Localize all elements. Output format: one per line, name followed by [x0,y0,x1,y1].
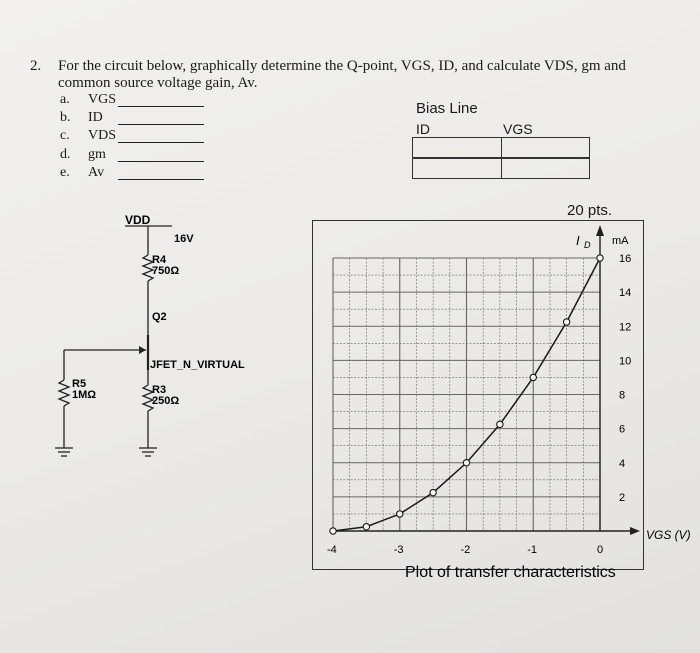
data-point [597,255,603,261]
vdd-label: VDD [125,213,151,227]
r5-name: R5 [72,378,87,390]
chart-title: Plot of transfer characteristics [405,564,616,581]
answer-letter: d. [60,147,71,162]
data-point [497,421,503,427]
question-number: 2. [30,58,42,74]
data-point [363,524,369,530]
y-tick-label: 14 [619,287,632,300]
answer-label: ID [88,110,103,125]
y-tick-label: 6 [619,423,626,436]
y-tick-label: 4 [619,457,626,470]
vdd-value: 16V [174,233,194,245]
data-point [563,319,569,325]
bias-col-id: ID [416,121,430,137]
data-point [397,511,403,517]
answer-label: Av [88,165,105,180]
data-point [463,460,469,466]
r3-value: 250Ω [152,395,180,407]
y-tick-label: 2 [619,491,626,504]
q2-label: Q2 [152,311,167,323]
x-axis-arrow [630,527,640,535]
points-label: 20 pts. [567,202,613,219]
x-tick-label: 0 [597,544,604,556]
y-tick-label: 8 [619,389,626,402]
answer-letter: e. [60,165,70,180]
x-tick-label: -3 [393,544,404,556]
answer-letter: b. [60,110,71,125]
y-tick-label: 16 [619,253,632,265]
answer-label: VGS [88,92,117,107]
y-axis-unit: mA [612,235,629,247]
answer-letter: c. [60,128,70,143]
question-text: For the circuit below, graphically determine the Q-point, VGS, ID, and calculate VDS, gm and common source voltage gain, Av. [58,58,626,91]
x-axis-label: VGS (V) [646,528,691,542]
data-point [330,528,336,534]
bias-line-title: Bias Line [416,100,478,117]
y-axis-subscript: D [584,240,591,250]
answer-label: gm [88,147,106,162]
r5-value: 1MΩ [72,389,97,401]
y-axis-symbol: I [576,233,580,248]
answer-label: VDS [88,128,117,143]
y-tick-label: 10 [619,355,632,368]
y-axis-arrow [596,225,604,236]
answer-letter: a. [60,92,70,107]
bias-col-vgs: VGS [503,121,533,137]
jfet-label: JFET_N_VIRTUAL [150,359,245,371]
y-tick-label: 12 [619,321,632,334]
x-tick-label: -4 [327,544,337,556]
data-point [530,374,536,380]
x-tick-label: -2 [460,544,471,556]
r4-name: R4 [152,254,167,266]
x-tick-label: -1 [527,544,538,556]
r4-value: 750Ω [152,265,180,277]
r3-name: R3 [152,384,167,396]
data-point [430,489,436,495]
